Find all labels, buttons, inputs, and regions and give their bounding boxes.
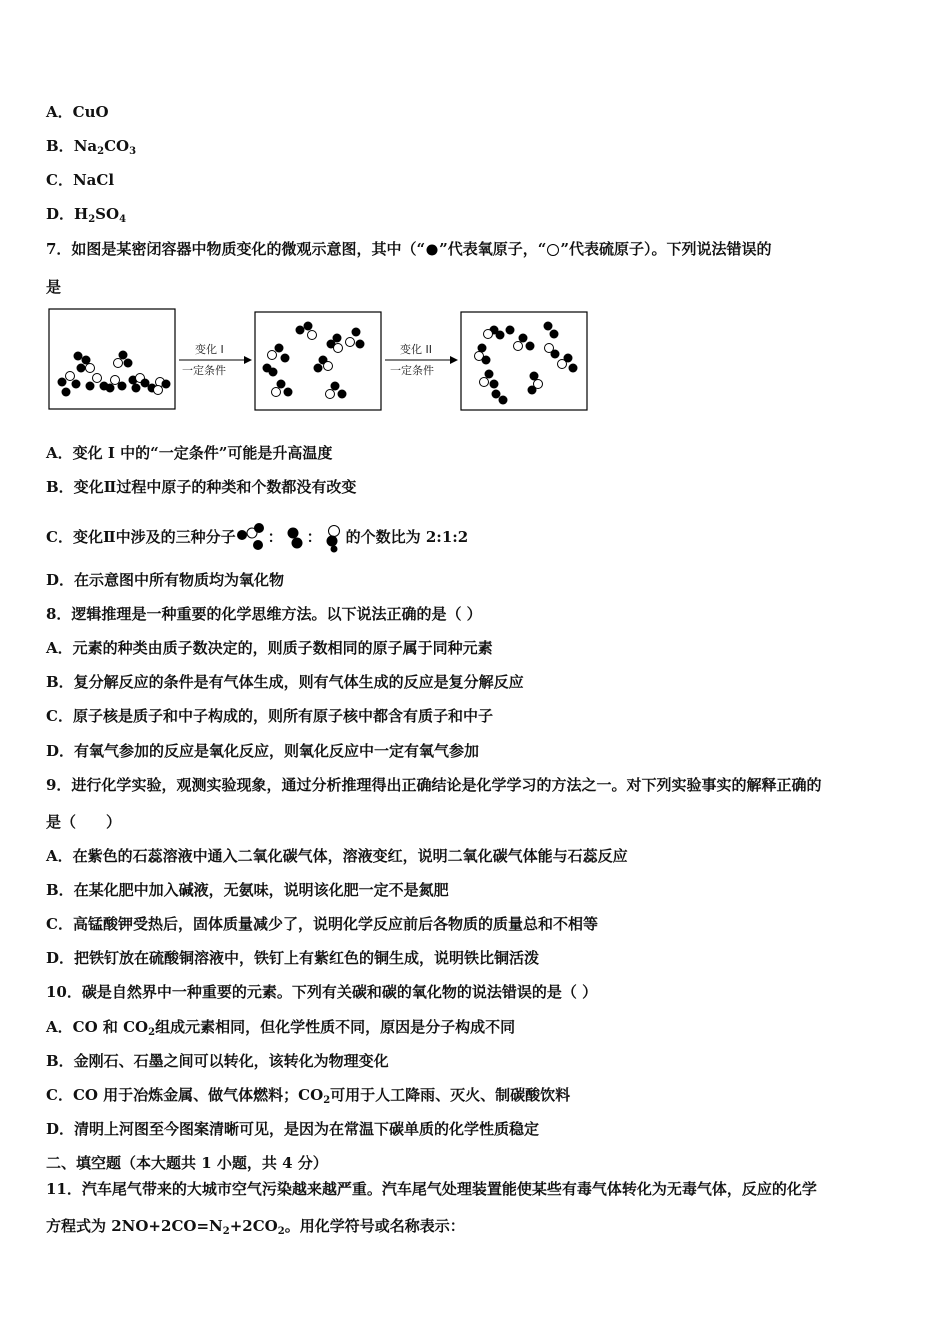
q8-option-d: D．有氧气参加的反应是氧化反应，则氧化反应中一定有氧气参加 [46, 742, 480, 760]
q11-stem: 11．汽车尾气带来的大城市空气污染越来越严重。汽车尾气处理装置能使某些有毒气体转化为无毒气体，反应的化学 [46, 1180, 817, 1198]
section-title: 二、填空题（本大题共 1 小题，共 4 分） [46, 1154, 328, 1172]
so3-molecule-icon [322, 523, 346, 553]
q7-stem: 7．如图是某密闭容器中物质变化的微观示意图，其中（“ ”代表氧原子，“ ”代表硫原子）。下列说法错误的 [46, 240, 772, 258]
q10-option-a: A．CO 和 $CO_2$组成元素相同，但化学性质不同，原因是分子构成不同 [46, 1018, 516, 1038]
so2-molecule-icon [236, 523, 268, 553]
q9-option-b: B．在某化肥中加入碱液，无氨味，说明该化肥一定不是氮肥 [46, 881, 449, 899]
q10-stem: 10．碳是自然界中一种重要的元素。下列有关碳和碳的氧化物的说法错误的是（ ） [46, 983, 598, 1001]
arrow1-top-label: 变化 I [195, 343, 224, 356]
q8-option-c: C．原子核是质子和中子构成的，则所有原子核中都含有质子和中子 [46, 707, 493, 725]
q7-option-b: B．变化Ⅱ过程中原子的种类和个数都没有改变 [46, 478, 357, 496]
q9-stem: 9．进行化学实验，观测实验现象，通过分析推理得出正确结论是化学学习的方法之一。对下列实验事实的解释正确的 [46, 776, 822, 794]
q6-option-b: B．$Na_2CO_3$ [46, 137, 137, 157]
q8-option-b: B．复分解反应的条件是有气体生成，则有气体生成的反应是复分解反应 [46, 673, 524, 691]
q10-option-b: B．金刚石、石墨之间可以转化，该转化为物理变化 [46, 1052, 389, 1070]
arrow2-top-label: 变化 II [400, 343, 432, 356]
q11-equation-line: 方程式为 $2NO+2CO=N_2+2CO_2$。用化学符号或名称表示： [46, 1217, 465, 1237]
oxygen-atom-icon [425, 243, 439, 257]
o2-molecule-icon [283, 523, 307, 553]
sulfur-atom-icon [546, 243, 560, 257]
arrow2-bottom-label: 一定条件 [390, 364, 434, 377]
q10-option-d: D．清明上河图至今图案清晰可见，是因为在常温下碳单质的化学性质稳定 [46, 1120, 540, 1138]
q8-stem: 8．逻辑推理是一种重要的化学思维方法。以下说法正确的是（ ） [46, 605, 482, 623]
q7-option-d: D．在示意图中所有物质均为氧化物 [46, 571, 285, 589]
q8-option-a: A．元素的种类由质子数决定的，则质子数相同的原子属于同种元素 [46, 639, 493, 657]
q7-stem-line2: 是 [46, 278, 62, 296]
q6-option-a: A．CuO [46, 103, 109, 121]
q9-option-c: C．高锰酸钾受热后，固体质量减少了，说明化学反应前后各物质的质量总和不相等 [46, 915, 598, 933]
q10-option-c: C．CO 用于冶炼金属、做气体燃料；$CO_2$可用于人工降雨、灭火、制碳酸饮料 [46, 1086, 571, 1106]
q9-option-d: D．把铁钉放在硫酸铜溶液中，铁钉上有紫红色的铜生成，说明铁比铜活泼 [46, 949, 540, 967]
arrow1-bottom-label: 一定条件 [182, 364, 226, 377]
q6-option-c: C．NaCl [46, 171, 115, 189]
q7-option-a: A．变化 I 中的“一定条件”可能是升高温度 [46, 444, 333, 462]
q9-option-a: A．在紫色的石蕊溶液中通入二氧化碳气体，溶液变红，说明二氧化碳气体能与石蕊反应 [46, 847, 628, 865]
q9-stem-line2: 是（ ） [46, 813, 122, 831]
q7-option-c: C．变化Ⅱ中涉及的三种分子 ： ： 的个数比为 2:1:2 [46, 523, 468, 553]
q6-option-d: D．$H_2SO_4$ [46, 205, 127, 225]
reaction-diagram [48, 308, 593, 414]
